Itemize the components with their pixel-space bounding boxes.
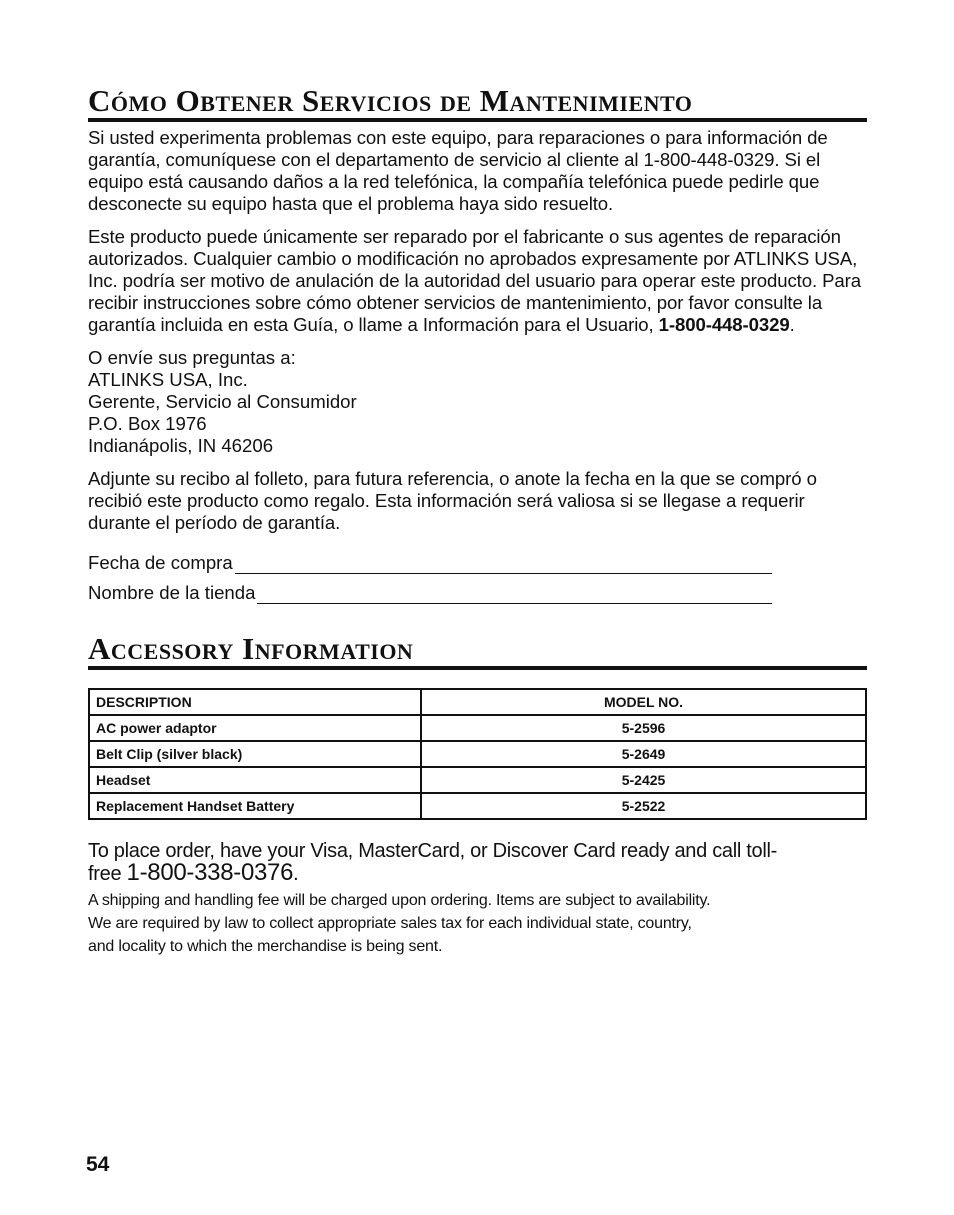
- page-number: 54: [86, 1153, 110, 1176]
- address-line: Gerente, Servicio al Consumidor: [88, 391, 357, 412]
- table-row: [89, 793, 866, 819]
- address-line: P.O. Box 1976: [88, 413, 207, 434]
- address-line: ATLINKS USA, Inc.: [88, 369, 248, 390]
- header-description: DESCRIPTION: [89, 689, 421, 715]
- store-name-label: Nombre de la tienda: [88, 582, 256, 603]
- table-row: [89, 741, 866, 767]
- row-model-no: 5-2425: [421, 767, 866, 793]
- mailing-address: [88, 347, 867, 457]
- purchase-date-field: [88, 552, 772, 574]
- service-phone: 1-800-448-0329: [658, 314, 790, 335]
- accessory-section-title: Accessory Information: [88, 632, 867, 670]
- header-model-no: MODEL NO.: [421, 689, 866, 715]
- address-line: O envíe sus preguntas a:: [88, 347, 296, 368]
- accessory-table: [88, 688, 867, 820]
- purchase-date-label: Fecha de compra: [88, 552, 233, 573]
- service-paragraph-1: Si usted experimenta problemas con este equipo, para reparaciones o para información de garantía, comuníquese con el departamento de servicio al cliente al 1-800-448-0329. Si el equipo está causando daños a la red telefónica, la compañía telefónica puede pedirle que desconecte su equipo hasta que el problema haya sido resuelto.: [88, 127, 828, 214]
- table-row: [89, 715, 866, 741]
- purchase-date-blank: [235, 557, 772, 574]
- row-description: AC power adaptor: [89, 715, 421, 741]
- fine-print-line: and locality to which the merchandise is being sent.: [88, 938, 443, 955]
- row-model-no: 5-2522: [421, 793, 866, 819]
- row-description: Replacement Handset Battery: [89, 793, 421, 819]
- row-description: Headset: [89, 767, 421, 793]
- order-instructions: To place order, have your Visa, MasterCard, or Discover Card ready and call toll-free 1-800-338-0376.: [88, 840, 777, 886]
- service-paragraph-2: Este producto puede únicamente ser reparado por el fabricante o sus agentes de reparación autorizados. Cualquier cambio o modificación no aprobados expresamente por ATLINKS USA, Inc. podría ser motivo de anulación de la autoridad del usuario para operar este producto. Para recibir instrucciones sobre cómo obtener servicios de mantenimiento, por favor consulte la garantía incluida en esta Guía, o llame a Información para el Usuario, 1-800-448-0329.: [88, 226, 861, 335]
- fine-print-line: A shipping and handling fee will be charged upon ordering. Items are subject to availability.: [88, 892, 711, 909]
- row-model-no: 5-2649: [421, 741, 866, 767]
- fine-print: [88, 889, 867, 958]
- store-name-blank: [257, 587, 772, 604]
- fine-print-line: We are required by law to collect appropriate sales tax for each individual state, country,: [88, 915, 692, 932]
- row-description: Belt Clip (silver black): [89, 741, 421, 767]
- table-row: [89, 767, 866, 793]
- table-header-row: [89, 689, 866, 715]
- service-paragraph-3: Adjunte su recibo al folleto, para futura referencia, o anote la fecha en la que se compró o recibió este producto como regalo. Esta información será valiosa si se llegase a requerir durante el período de garantía.: [88, 468, 817, 533]
- store-name-field: [88, 582, 772, 604]
- page-content: [88, 84, 867, 958]
- address-line: Indianápolis, IN 46206: [88, 435, 274, 456]
- service-section-title: Cómo Obtener Servicios de Mantenimiento: [88, 84, 867, 122]
- row-model-no: 5-2596: [421, 715, 866, 741]
- order-phone: 1-800-338-0376: [126, 859, 294, 886]
